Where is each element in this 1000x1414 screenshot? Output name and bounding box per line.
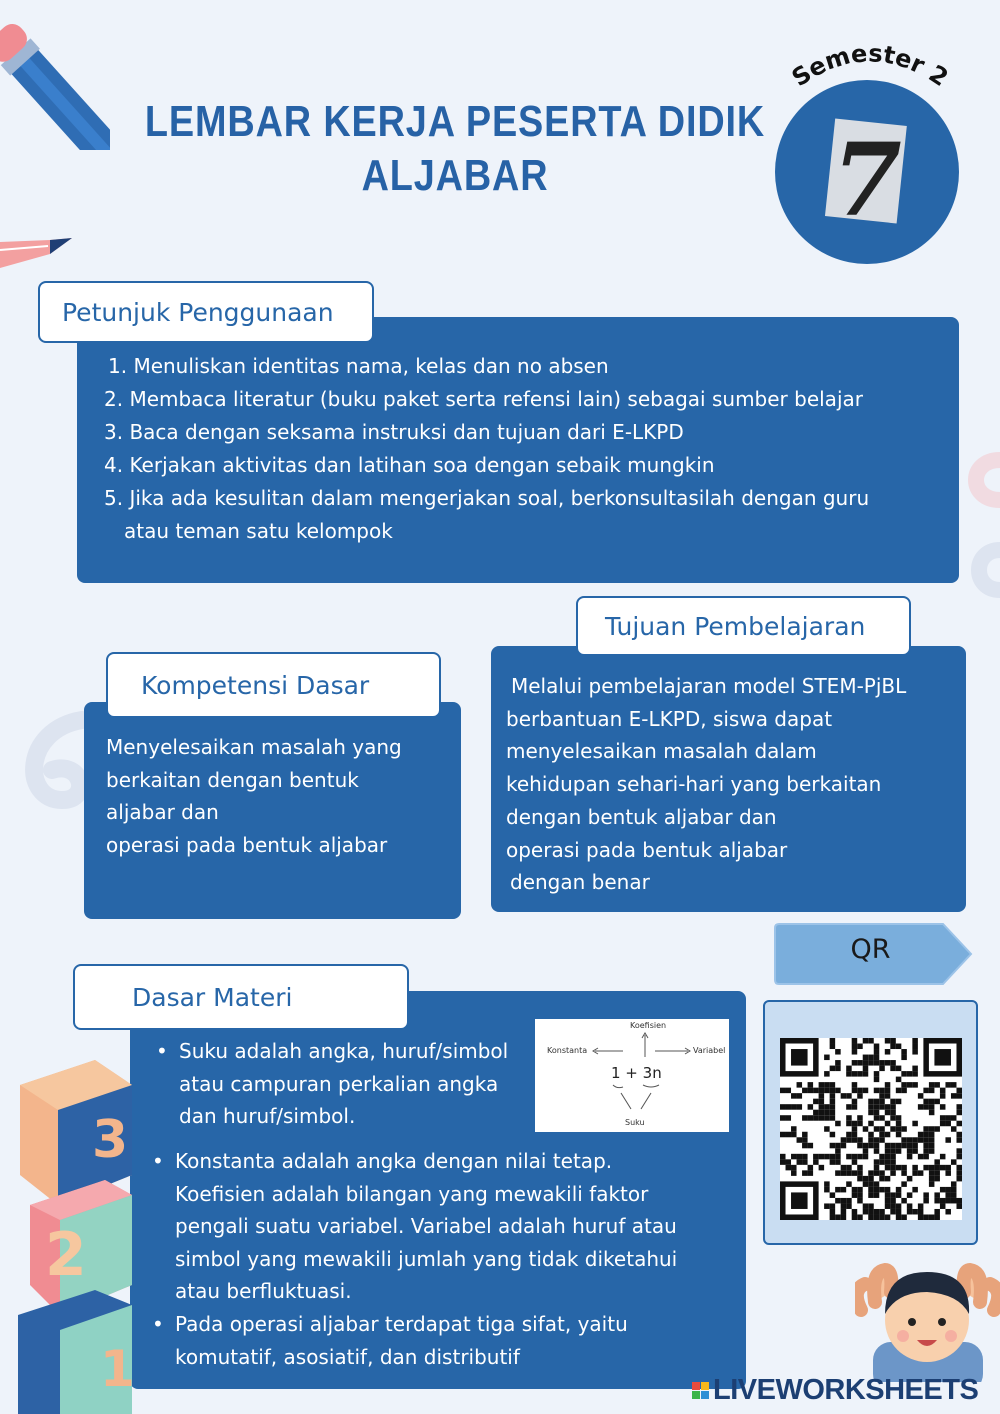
pencil-tip-illustration [0, 228, 80, 288]
diagram-expression: 1 + 3n [611, 1064, 662, 1082]
materi-b2-line-3: pengali suatu variabel. Variabel adalah huruf atau [175, 1214, 677, 1238]
materi-b2-line-5: atau berfluktuasi. [175, 1279, 352, 1303]
diagram-suku: Suku [625, 1118, 645, 1127]
tujuan-text [506, 670, 956, 899]
page-title-line2: ALJABAR [361, 151, 549, 200]
petunjuk-item-5-cont: atau teman satu kelompok [124, 519, 393, 543]
qr-label: QR [850, 934, 891, 965]
block-number-3: 3 [92, 1110, 129, 1170]
child-waving-illustration [855, 1262, 1000, 1382]
bullet-icon: • [152, 1149, 164, 1173]
materi-heading [73, 964, 409, 1030]
tujuan-line-4: kehidupan sehari-hari yang berkaitan [506, 772, 882, 797]
qr-code-image [780, 1038, 962, 1220]
materi-b2-line-4: simbol yang mewakili jumlah yang tidak diketahui [175, 1246, 678, 1271]
tujuan-line-3: menyelesaikan masalah dalam [506, 739, 817, 764]
bullet-icon: • [152, 1312, 164, 1336]
semester-badge [770, 30, 970, 270]
materi-bullet-2 [152, 1145, 732, 1308]
diagram-variabel: Variabel [693, 1046, 726, 1055]
kompetensi-line-1: Menyelesaikan masalah yang [106, 735, 402, 759]
materi-b3-line-2: komutatif, asosiatif, dan distributif [175, 1344, 520, 1369]
liveworksheets-text: LIVEWORKSHEETS [713, 1374, 979, 1406]
petunjuk-heading-text: Petunjuk Penggunaan [62, 297, 334, 327]
block-number-2: 2 [45, 1220, 87, 1290]
materi-b1-line-3: dan huruf/simbol. [179, 1104, 356, 1129]
materi-b1-line-2: atau campuran perkalian angka [179, 1071, 499, 1096]
block-number-1: 1 [100, 1340, 135, 1398]
kompetensi-heading [106, 652, 441, 718]
bullet-icon: • [156, 1039, 168, 1063]
kompetensi-heading-text: Kompetensi Dasar [141, 670, 370, 700]
kompetensi-line-3: aljabar dan [106, 800, 219, 825]
materi-bullet-3 [152, 1308, 732, 1373]
tujuan-line-2: berbantuan E-LKPD, siswa dapat [506, 706, 833, 731]
petunjuk-item-1: 1. Menuliskan identitas nama, kelas dan no absen [108, 354, 609, 378]
petunjuk-item-3: 3. Baca dengan seksama instruksi dan tujuan dari E-LKPD [104, 420, 684, 444]
liveworksheets-logo-icon [692, 1382, 709, 1399]
tujuan-line-1: Melalui pembelajaran model STEM-PjBL [511, 674, 907, 698]
petunjuk-item-5: 5. Jika ada kesulitan dalam mengerjakan soal, berkonsultasilah dengan guru [104, 486, 870, 510]
materi-b2-line-1: Konstanta adalah angka dengan nilai tetap. [175, 1149, 613, 1173]
kompetensi-line-2: berkaitan dengan bentuk [106, 767, 359, 792]
tujuan-line-7: dengan benar [510, 870, 650, 895]
diagram-konstanta: Konstanta [547, 1046, 588, 1055]
materi-b2-line-2: Koefisien adalah bilangan yang mewakili faktor [175, 1181, 649, 1206]
petunjuk-heading [38, 281, 374, 343]
diagram-koefisien: Koefisien [630, 1021, 667, 1030]
tujuan-heading-text: Tujuan Pembelajaran [605, 611, 866, 641]
tujuan-line-6: operasi pada bentuk aljabar [506, 837, 788, 862]
tujuan-heading [576, 596, 911, 656]
materi-bullet-1 [156, 1035, 526, 1133]
materi-heading-text: Dasar Materi [132, 982, 293, 1012]
page-title-line1: LEMBAR KERJA PESERTA DIDIK [144, 97, 766, 146]
petunjuk-item-2: 2. Membaca literatur (buku paket serta refensi lain) sebagai sumber belajar [104, 387, 863, 411]
qr-code-icon [780, 1038, 962, 1220]
petunjuk-list [104, 350, 944, 548]
algebra-diagram [535, 1019, 729, 1132]
tujuan-line-5: dengan bentuk aljabar dan [506, 804, 777, 829]
grade-number: 7 [832, 121, 902, 239]
materi-b1-line-1: Suku adalah angka, huruf/simbol [179, 1039, 509, 1063]
materi-b3-line-1: Pada operasi aljabar terdapat tiga sifat, yaitu [175, 1312, 628, 1336]
liveworksheets-logo [692, 1374, 978, 1407]
semester-label: Semester 2 [786, 39, 954, 93]
kompetensi-text [106, 731, 456, 862]
petunjuk-item-4: 4. Kerjakan aktivitas dan latihan soa dengan sebaik mungkin [104, 453, 715, 477]
kompetensi-line-4: operasi pada bentuk aljabar [106, 833, 388, 858]
